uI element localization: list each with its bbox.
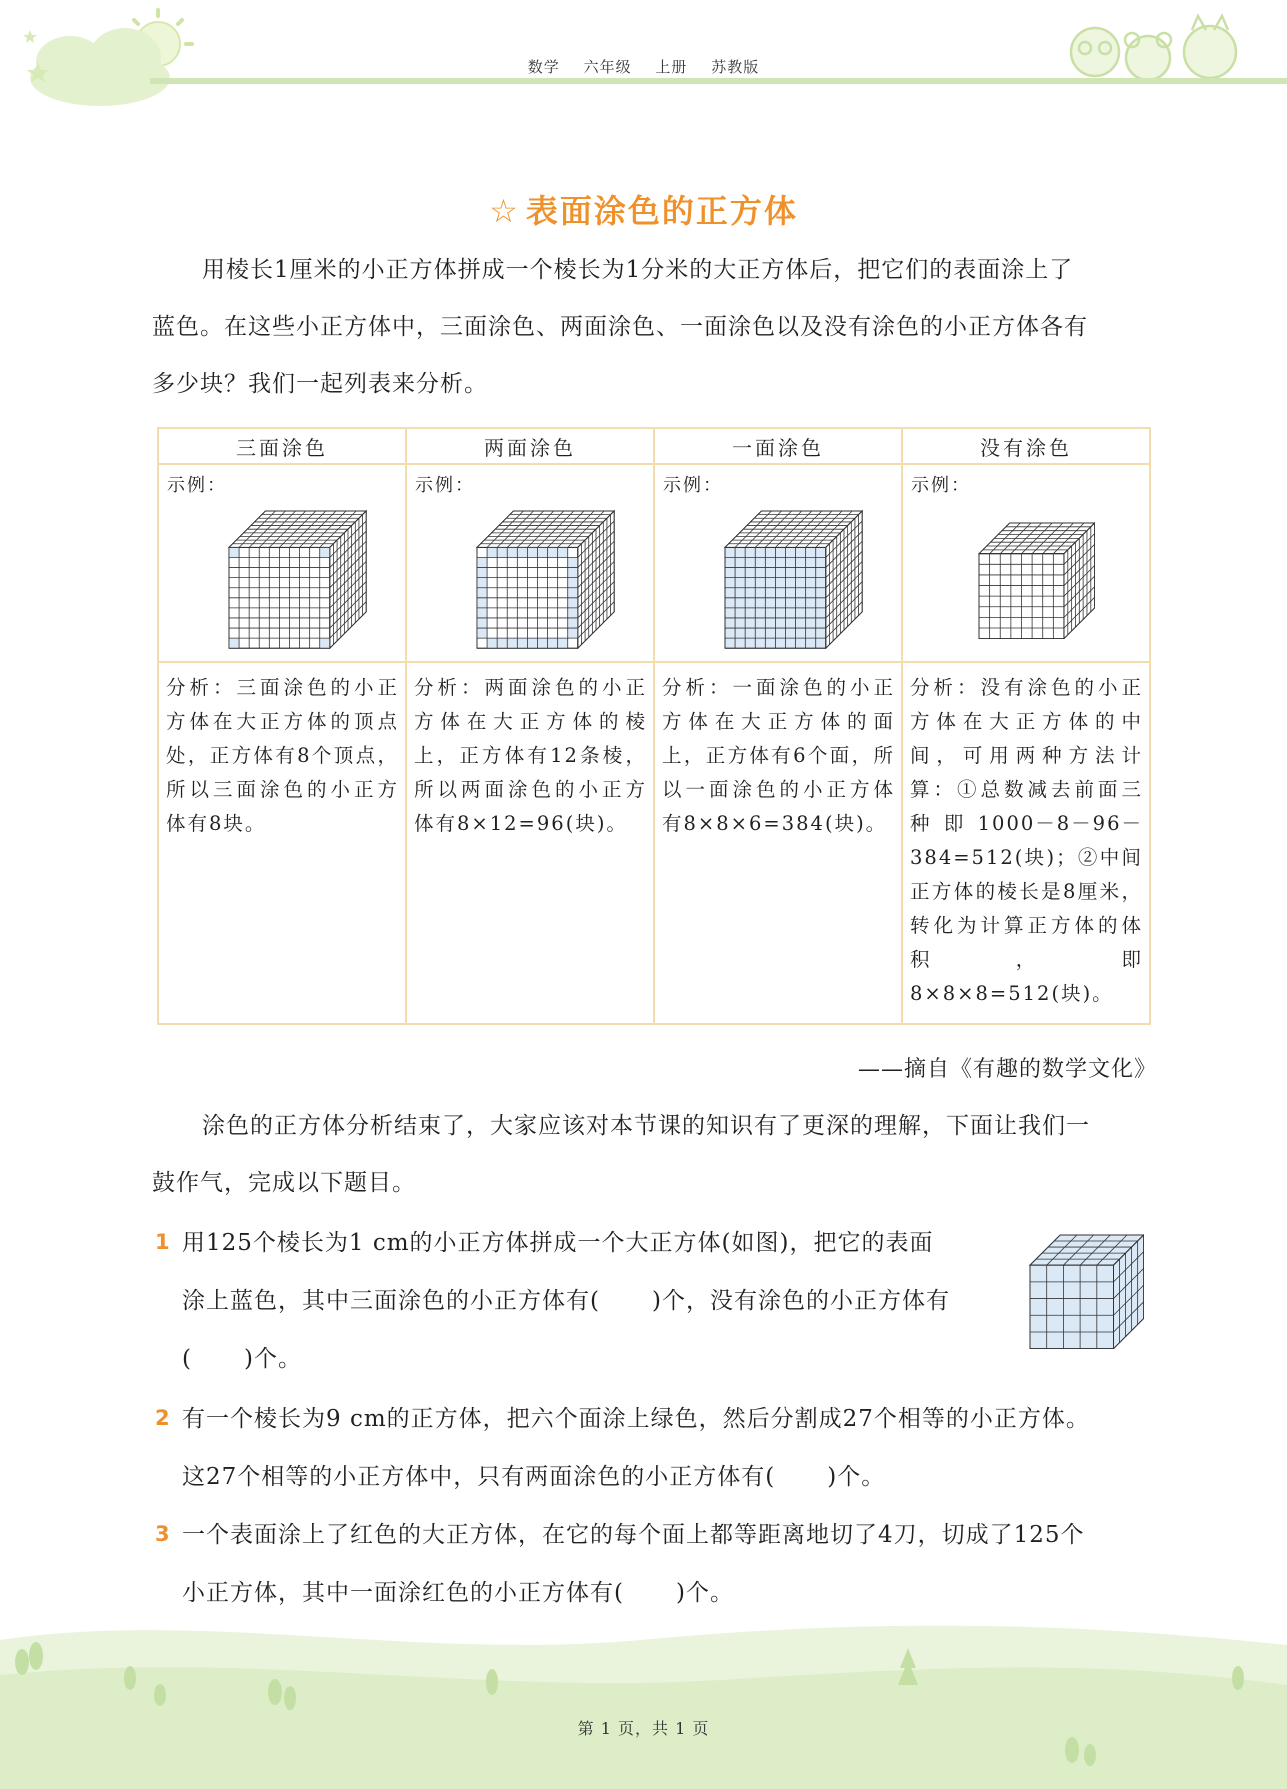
running-header [0,56,1287,77]
problem-2-line-2-b: )个。 [827,1464,886,1490]
header-edition: 苏教版 [711,58,760,76]
problem-1-line-3 [182,1330,1012,1388]
problem-1-line-1: 用125个棱长为1 cm的小正方体拼成一个大正方体(如图)，把它的表面 [182,1230,934,1256]
page-number: 第 1 页，共 1 页 [577,1719,710,1738]
problem-number: 1 [155,1230,170,1254]
problem-2 [182,1390,1172,1506]
analysis-cell-one [654,662,902,1024]
analysis-row [158,662,1150,1024]
problem-1-line-3-b: )个。 [243,1346,302,1372]
cube-diagram-corners [227,509,367,649]
analysis-cell-two [406,662,654,1024]
example-cell-one [654,464,902,662]
problem-2-line-1: 有一个棱长为9 cm的正方体，把六个面涂上绿色，然后分割成27个相等的小正方体。 [182,1406,1090,1432]
problem-3-line-2-a: 小正方体，其中一面涂红色的小正方体有( [182,1580,624,1606]
problem-1-line-2 [182,1272,1012,1330]
problem-1-cube-diagram [1028,1233,1144,1349]
transition-paragraph [152,1098,1152,1212]
header-grade: 六年级 [583,58,632,76]
footer-landscape [0,1600,1287,1789]
example-row [158,464,1150,662]
intro-paragraph [152,242,1152,413]
example-cell-two [406,464,654,662]
title-star-icon: ☆ [489,192,520,230]
example-label: 示例： [167,475,227,496]
example-label: 示例： [663,475,723,496]
problem-3-line-1: 一个表面涂上了红色的大正方体，在它的每个面上都等距离地切了4刀，切成了125个 [182,1522,1085,1548]
problem-2-line-2-a: 这27个相等的小正方体中，只有两面涂色的小正方体有( [182,1464,776,1490]
transition-line-1: 涂色的正方体分析结束了，大家应该对本节课的知识有了更深的理解，下面让我们一 [202,1113,1090,1139]
problem-3-line-2-b: )个。 [675,1580,734,1606]
analysis-cell-none [902,662,1150,1024]
page-title [0,186,1287,232]
header-two-faces: 两面涂色 [406,428,654,464]
intro-line-1: 用棱长1厘米的小正方体拼成一个棱长为1分米的大正方体后，把它们的表面涂上了 [202,257,1074,283]
table-header-row [158,428,1150,464]
example-label: 示例： [415,475,475,496]
header-subject: 数学 [527,58,560,76]
analysis-cell-three [158,662,406,1024]
header-decoration [0,0,1287,110]
problem-number: 3 [155,1522,170,1546]
problem-1-line-3-a: ( [182,1346,192,1372]
header-no-face: 没有涂色 [902,428,1150,464]
cube-diagram-inner [977,521,1095,639]
analysis-three-faces: 分析：三面涂色的小正方体在大正方体的顶点处，正方体有8个顶点，所以三面涂色的小正方体有8块。 [166,676,399,835]
header-one-face: 一面涂色 [654,428,902,464]
intro-line-3: 多少块？我们一起列表来分析。 [152,371,488,397]
example-cell-three [158,464,406,662]
problem-number: 2 [155,1406,170,1430]
intro-line-2: 蓝色。在这些小正方体中，三面涂色、两面涂色、一面涂色以及没有涂色的小正方体各有 [152,314,1088,340]
problem-1-line-2-b: )个，没有涂色的小正方体有 [651,1288,950,1314]
problem-1 [182,1214,1012,1388]
header-volume: 上册 [655,58,688,76]
example-label: 示例： [911,475,971,496]
problem-2-line-2 [182,1448,1172,1506]
analysis-two-faces: 分析：两面涂色的小正方体在大正方体的棱上，正方体有12条棱，所以两面涂色的小正方体有8×12=96(块)。 [414,676,647,835]
cube-diagram-faces [723,509,863,649]
source-citation: ——摘自《有趣的数学文化》 [857,1057,1157,1082]
example-cell-none [902,464,1150,662]
cube-diagram-edges [475,509,615,649]
analysis-table [157,427,1151,1025]
problem-1-line-2-a: 涂上蓝色，其中三面涂色的小正方体有( [182,1288,600,1314]
header-three-faces: 三面涂色 [158,428,406,464]
analysis-one-face: 分析：一面涂色的小正方体在大正方体的面上，正方体有6个面，所以一面涂色的小正方体有8×8×6=384(块)。 [662,676,895,835]
analysis-no-face: 分析：没有涂色的小正方体在大正方体的中间，可用两种方法计算：①总数减去前面三种即1000－8－96－384=512(块)；②中间正方体的棱长是8厘米，转化为计算正方体的体积，即8×8×8=512(块)。 [910,676,1143,1005]
title-text: 表面涂色的正方体 [525,192,798,230]
transition-line-2: 鼓作气，完成以下题目。 [152,1170,416,1196]
